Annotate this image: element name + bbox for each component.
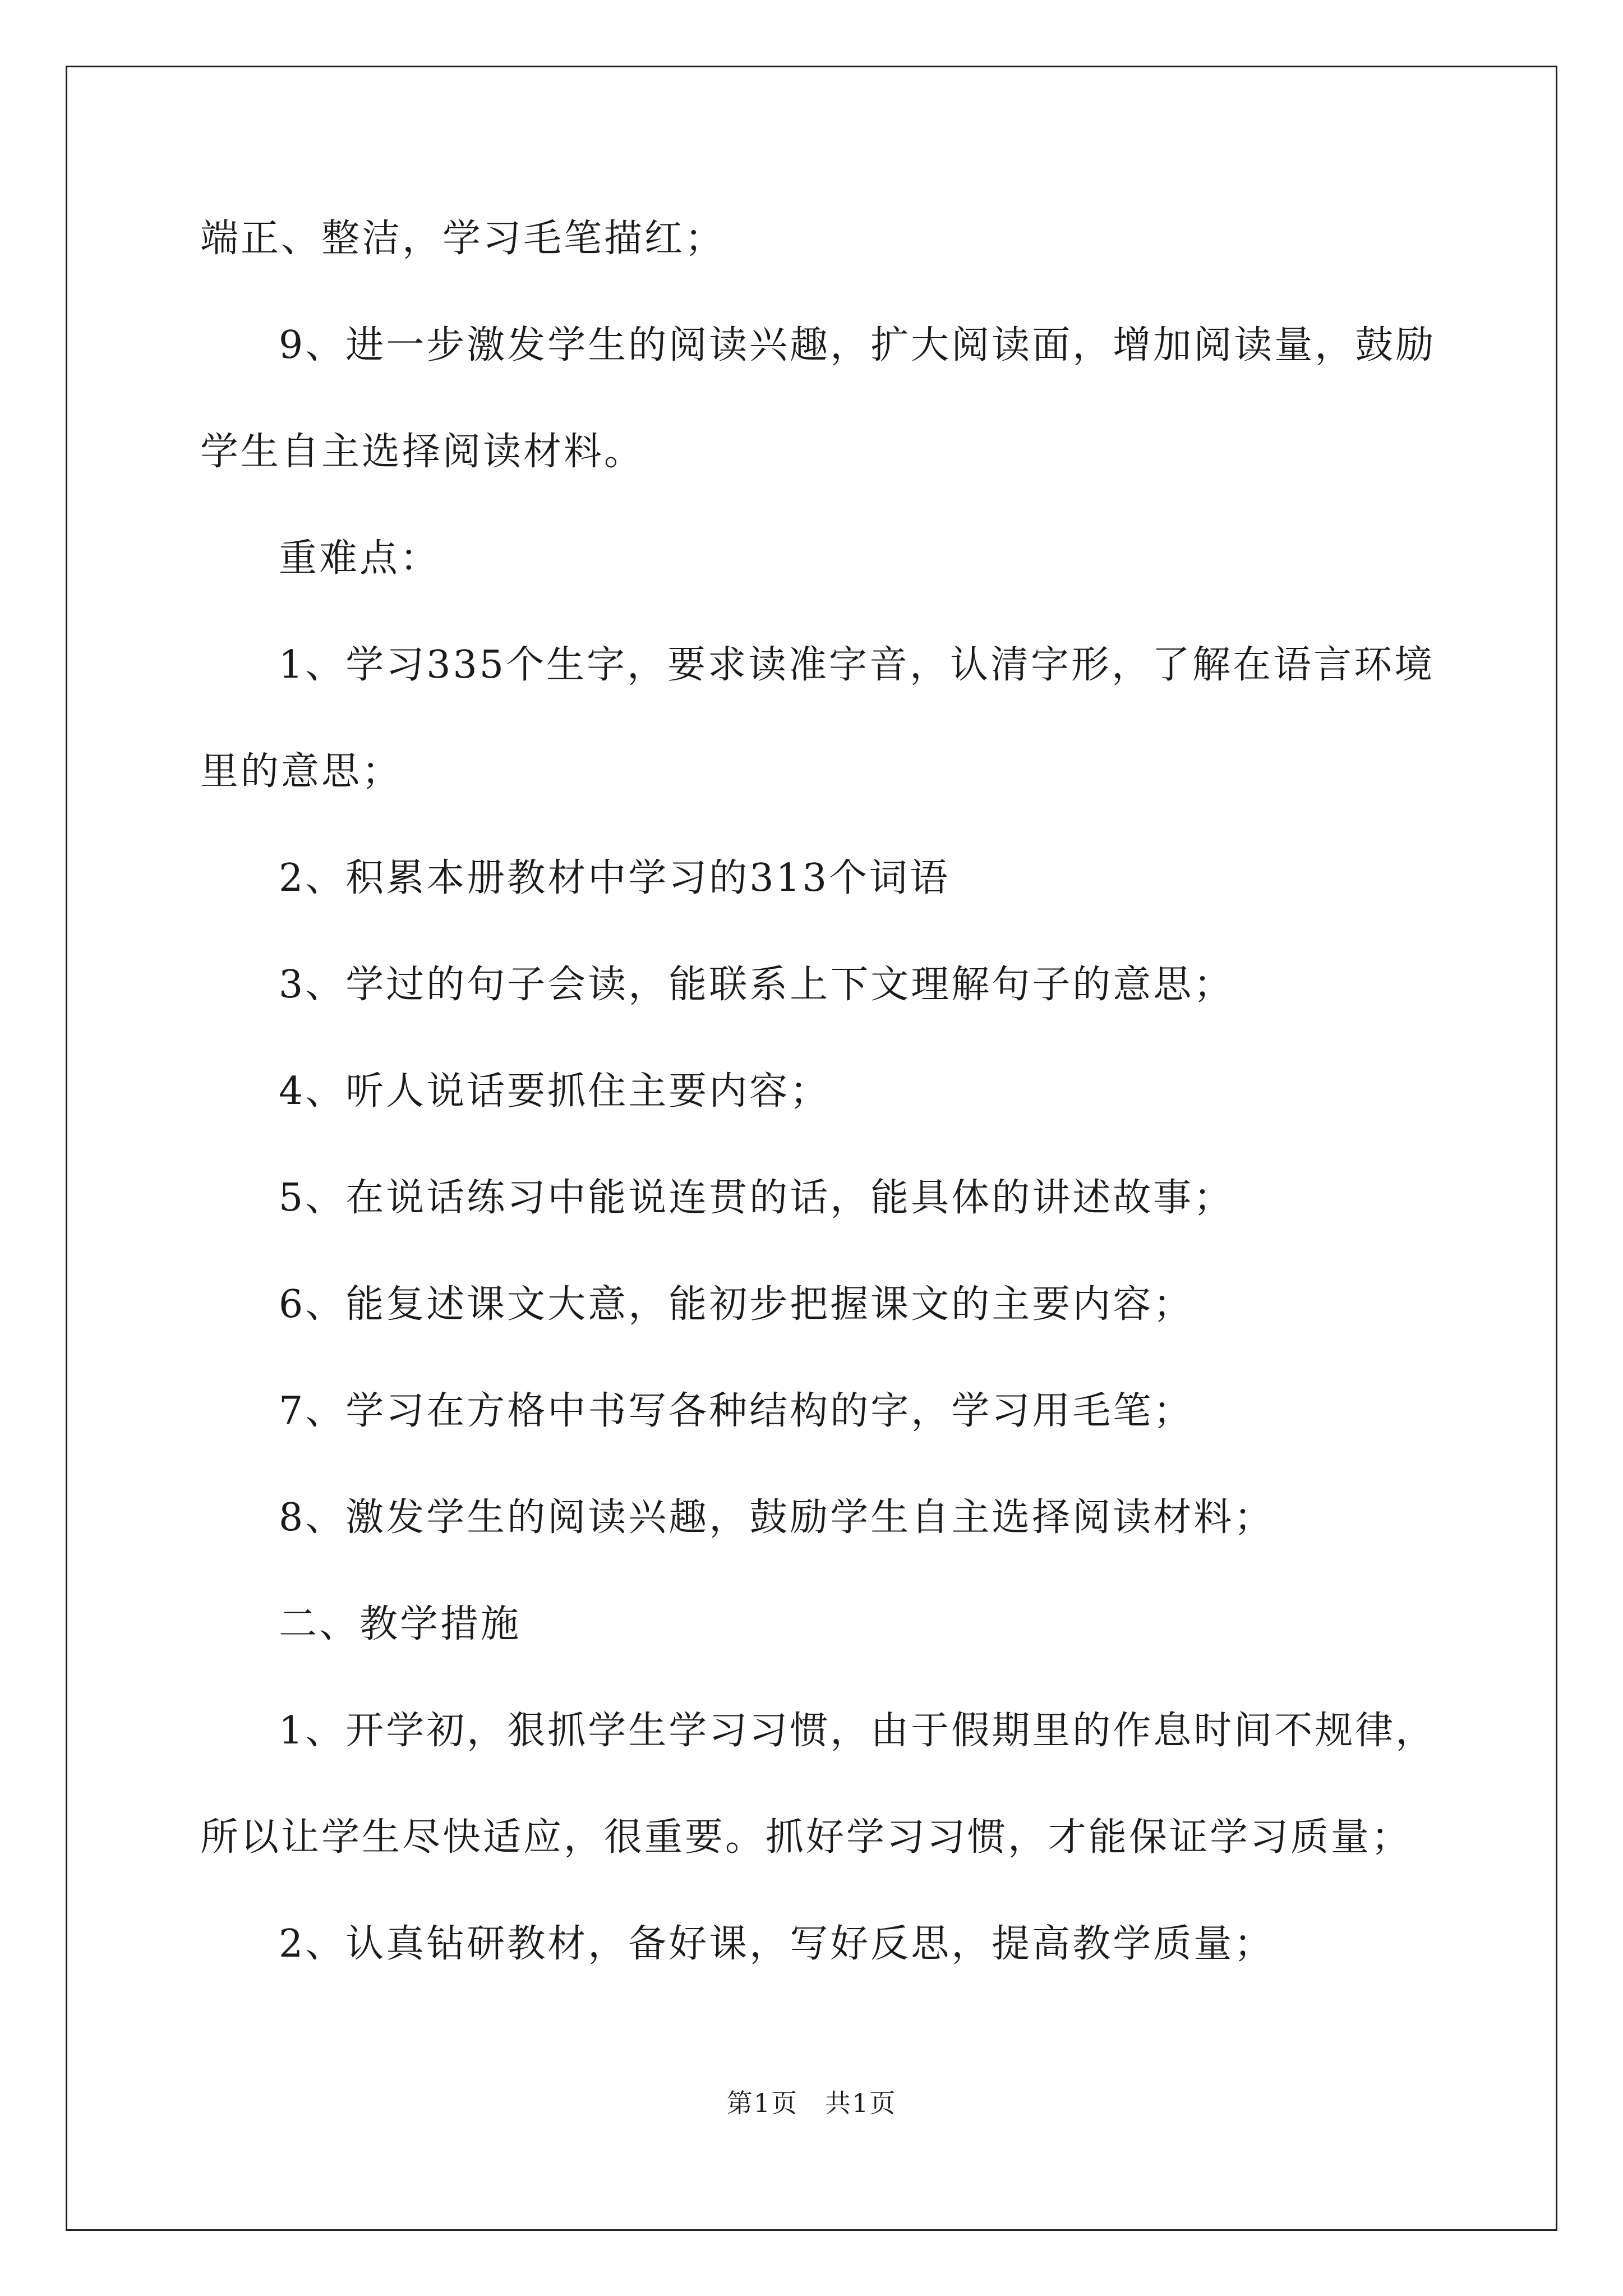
text-line: 6、能复述课文大意，能初步把握课文的主要内容；	[279, 1282, 1194, 1327]
page-number-footer: 第1页 共1页	[726, 2088, 897, 2118]
text-line: 2、认真钻研教材，备好课，写好反思，提高教学质量；	[279, 1922, 1275, 1966]
text-line: 1、学习335个生字，要求读准字音，认清字形，了解在语言环境	[279, 643, 1435, 687]
text-line: 7、学习在方格中书写各种结构的字，学习用毛笔；	[279, 1389, 1194, 1433]
page-border	[66, 66, 1557, 2231]
text-line: 1、开学初，狠抓学生学习习惯，由于假期里的作息时间不规律，	[279, 1709, 1436, 1753]
text-line: 9、进一步激发学生的阅读兴趣，扩大阅读面，增加阅读量，鼓励	[279, 323, 1436, 367]
text-line: 8、激发学生的阅读兴趣，鼓励学生自主选择阅读材料；	[279, 1496, 1275, 1540]
text-line: 5、在说话练习中能说连贯的话，能具体的讲述故事；	[279, 1176, 1234, 1220]
text-line: 里的意思；	[200, 749, 403, 794]
text-line: 端正、整洁，学习毛笔描红；	[200, 217, 726, 261]
section-heading: 重难点：	[279, 536, 441, 581]
text-line: 4、听人说话要抓住主要内容；	[279, 1069, 831, 1114]
text-line: 3、学过的句子会读，能联系上下文理解句子的意思；	[279, 963, 1234, 1007]
text-line: 2、积累本册教材中学习的313个词语	[279, 856, 951, 900]
text-line: 学生自主选择阅读材料。	[200, 430, 645, 474]
text-line: 所以让学生尽快适应，很重要。抓好学习习惯，才能保证学习质量；	[200, 1815, 1412, 1860]
section-heading: 二、教学措施	[279, 1602, 522, 1646]
